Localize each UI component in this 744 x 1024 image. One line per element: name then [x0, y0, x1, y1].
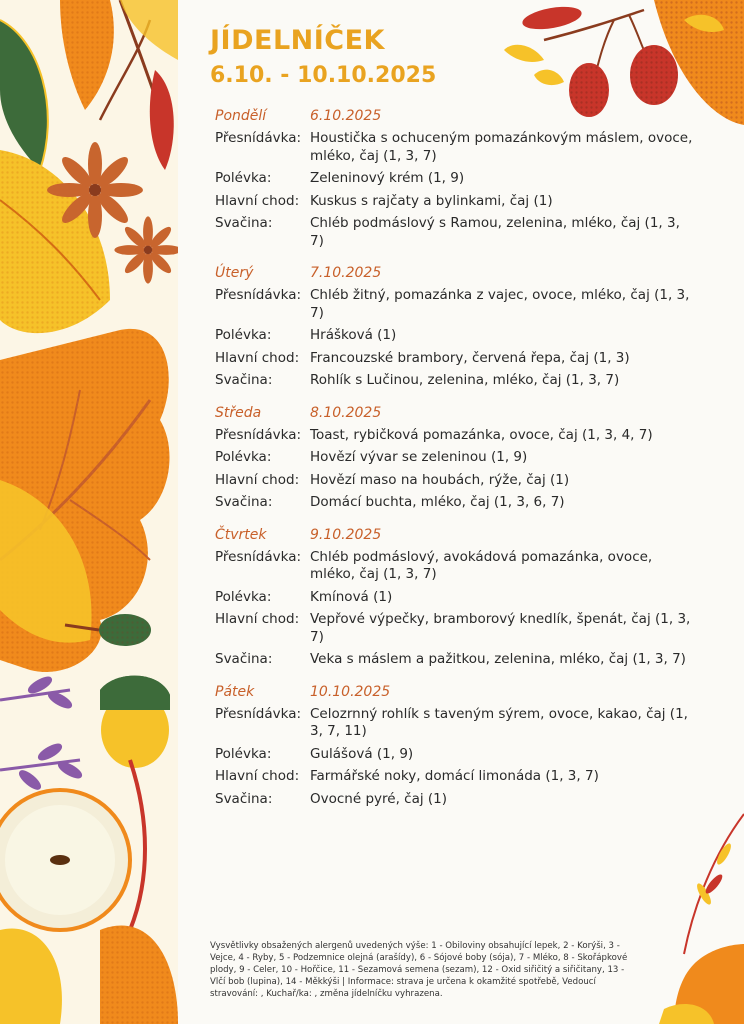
meal-text: Rohlík s Lučinou, zelenina, mléko, čaj (1, 3, 7) [310, 372, 620, 388]
meal-label: Hlavní chod: [215, 349, 300, 366]
page-title: JÍDELNÍČEK [210, 25, 385, 56]
meal-label: Polévka: [215, 745, 272, 762]
leaves-illustration [0, 0, 178, 1024]
meal-row [215, 651, 695, 669]
meal-row [215, 327, 695, 345]
meal-label: Polévka: [215, 170, 272, 186]
day-date: 10.10.2025 [310, 683, 391, 700]
meal-row [215, 589, 695, 607]
meal-text: Toast, rybičková pomazánka, ovoce, čaj (1, 3, 4, 7) [310, 426, 653, 443]
meal-text: Chléb podmáslový, avokádová pomazánka, ovoce, mléko, čaj (1, 3, 7) [310, 548, 653, 582]
bottom-leaves-illustration [654, 794, 744, 1024]
meal-text: Houstička s ochuceným pomazánkovým máslem, ovoce, mléko, čaj (1, 3, 7) [310, 130, 693, 164]
meal-text: Domácí buchta, mléko, čaj (1, 3, 6, 7) [310, 494, 565, 510]
meal-label: Svačina: [215, 494, 273, 510]
meal-text: Hrášková (1) [310, 327, 397, 343]
meal-row [215, 791, 695, 809]
day-date: 6.10.2025 [310, 108, 382, 124]
meal-label: Hlavní chod: [215, 768, 300, 784]
meal-text: Farmářské noky, domácí limonáda (1, 3, 7) [310, 768, 599, 784]
meal-text: Kuskus s rajčaty a bylinkami, čaj (1) [310, 192, 553, 209]
meal-row [215, 215, 695, 250]
meal-row [215, 193, 695, 211]
meal-label: Svačina: [215, 651, 273, 667]
meal-row [215, 449, 695, 467]
meal-label: Přesnídávka: [215, 426, 302, 443]
meal-text: Kmínová (1) [310, 588, 393, 605]
day-wednesday [215, 405, 695, 512]
meal-text: Zeleninový krém (1, 9) [310, 170, 465, 186]
meal-row [215, 746, 695, 764]
meal-text: Vepřové výpečky, bramborový knedlík, špenát, čaj (1, 3, 7) [310, 611, 691, 645]
meal-row [215, 768, 695, 786]
meal-row [215, 287, 695, 322]
meal-label: Polévka: [215, 588, 272, 605]
date-range: 6.10. - 10.10.2025 [210, 63, 437, 88]
day-header [215, 108, 695, 130]
meal-row [215, 130, 695, 165]
meal-text: Gulášová (1, 9) [310, 745, 414, 762]
day-name: Úterý [215, 265, 254, 281]
meal-text: Ovocné pyré, čaj (1) [310, 790, 448, 807]
day-name: Pátek [215, 683, 255, 700]
meal-row [215, 549, 695, 584]
day-name: Pondělí [215, 108, 267, 124]
day-header [215, 405, 695, 427]
day-name: Středa [215, 404, 262, 421]
meal-row [215, 706, 695, 741]
meal-label: Přesnídávka: [215, 130, 302, 146]
meal-label: Polévka: [215, 327, 272, 343]
meal-text: Chléb podmáslový s Ramou, zelenina, mléko, čaj (1, 3, 7) [310, 215, 680, 249]
meal-label: Přesnídávka: [215, 548, 302, 565]
bottom-right-leaves-decoration [654, 794, 744, 1024]
meal-row [215, 170, 695, 188]
meal-text: Hovězí maso na houbách, rýže, čaj (1) [310, 471, 570, 488]
allergen-footnote: Vysvětlivky obsažených alergenů uvedených výše: 1 - Obiloviny obsahující lepek, 2 - Korýši, 3 - Vejce, 4 - Ryby, 5 - Podzemnice olejná (arašídy), 6 - Sójové boby (sója), 7 - Mléko, 8 - Skořápkové plody, 9 - Celer, 10 - Hořčice, 11 - Sezamová semena (sezam), 12 - Oxid siřičitý a siřičitany, 13 - Vlčí bob (lupina), 14 - Měkkýši | Informace: strava je určena k okamžité spotřebě, Vedoucí stravování: , Kuchař/ka: , změna jídelníčku vyhrazena. [210, 941, 628, 999]
day-monday [215, 108, 695, 250]
meal-text: Celozrnný rohlík s taveným sýrem, ovoce, kakao, čaj (1, 3, 7, 11) [310, 705, 688, 739]
meal-label: Hlavní chod: [215, 611, 300, 627]
autumn-leaves-decoration [0, 0, 178, 1024]
meal-text: Chléb žitný, pomazánka z vajec, ovoce, mléko, čaj (1, 3, 7) [310, 287, 690, 321]
day-name: Čtvrtek [215, 526, 267, 543]
meal-row [215, 427, 695, 445]
day-header [215, 684, 695, 706]
meal-row [215, 350, 695, 368]
meal-label: Přesnídávka: [215, 705, 302, 722]
meal-label: Polévka: [215, 449, 272, 465]
meal-row [215, 494, 695, 512]
day-date: 8.10.2025 [310, 404, 382, 421]
day-thursday [215, 527, 695, 669]
day-date: 7.10.2025 [310, 265, 382, 281]
meal-label: Svačina: [215, 215, 273, 231]
meal-label: Svačina: [215, 790, 273, 807]
meal-label: Hlavní chod: [215, 471, 300, 488]
meal-text: Francouzské brambory, červená řepa, čaj (1, 3) [310, 349, 630, 366]
meal-label: Svačina: [215, 372, 273, 388]
meal-label: Hlavní chod: [215, 192, 300, 209]
meal-text: Veka s máslem a pažitkou, zelenina, mléko, čaj (1, 3, 7) [310, 651, 686, 667]
day-tuesday [215, 265, 695, 390]
meal-row [215, 472, 695, 490]
day-friday [215, 684, 695, 809]
meal-text: Hovězí vývar se zeleninou (1, 9) [310, 449, 528, 465]
meal-row [215, 611, 695, 646]
meal-row [215, 372, 695, 390]
day-header [215, 265, 695, 287]
meal-label: Přesnídávka: [215, 287, 302, 303]
day-header [215, 527, 695, 549]
weekly-menu [215, 108, 695, 823]
day-date: 9.10.2025 [310, 526, 382, 543]
